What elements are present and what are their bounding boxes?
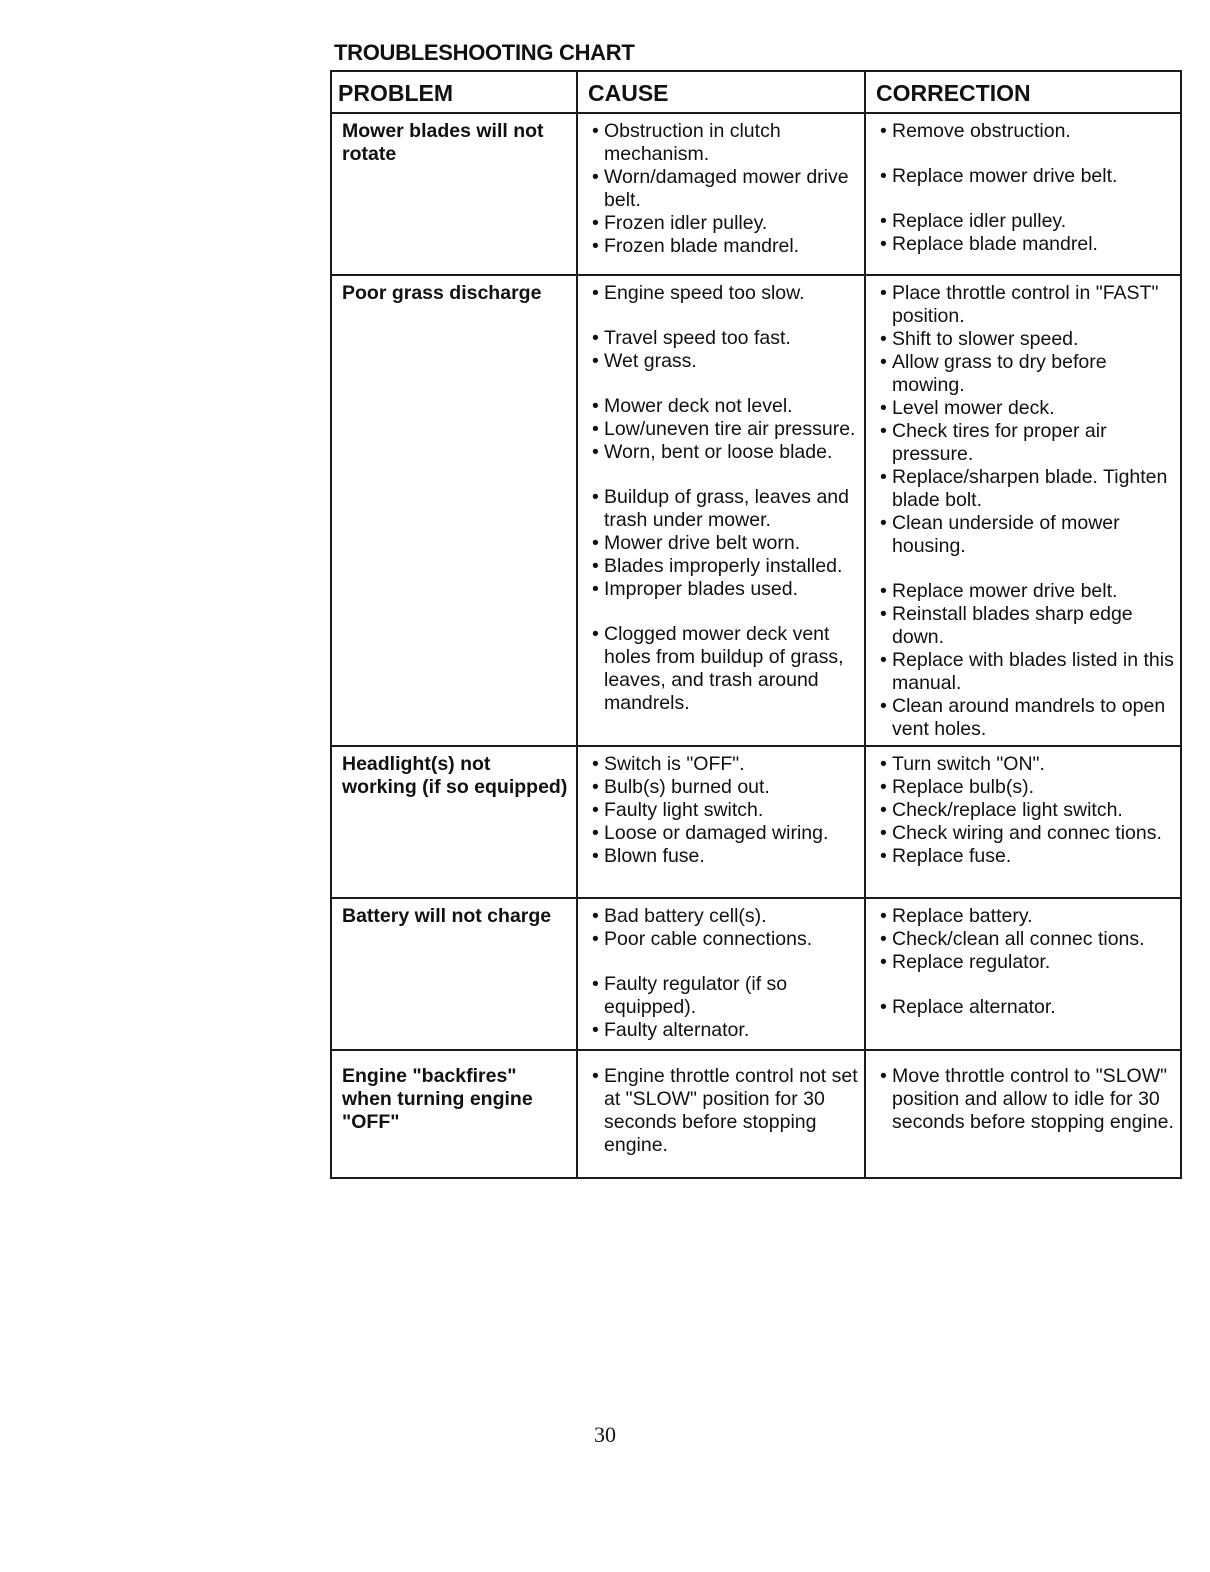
cause-item: • Bulb(s) burned out. bbox=[588, 776, 858, 799]
cause-item: • Worn, bent or loose blade. bbox=[588, 441, 858, 464]
cause-item: • Obstruction in clutch mechanism. bbox=[588, 120, 858, 166]
cause-item: • Blades improperly installed. bbox=[588, 555, 858, 578]
correction-item: • Replace alternator. bbox=[876, 996, 1174, 1019]
correction-item: • Check tires for proper air pressure. bbox=[876, 420, 1174, 466]
cause-item: • Engine throttle control not set at "SLOW" position for 30 seconds before stopping engine. bbox=[588, 1065, 858, 1157]
cause-cell bbox=[577, 275, 865, 746]
correction-item: • Check/replace light switch. bbox=[876, 799, 1174, 822]
troubleshooting-table bbox=[330, 70, 1182, 1179]
cause-item: • Mower deck not level. bbox=[588, 395, 858, 418]
cause-item: • Clogged mower deck vent holes from buildup of grass, leaves, and trash around mandrels. bbox=[588, 623, 858, 715]
correction-item: • Replace mower drive belt. bbox=[876, 165, 1174, 188]
correction-item: • Replace blade mandrel. bbox=[876, 233, 1174, 256]
cause-item: • Wet grass. bbox=[588, 350, 858, 373]
correction-item: • Clean underside of mower housing. bbox=[876, 512, 1174, 558]
table-row bbox=[331, 898, 1181, 1050]
correction-cell bbox=[865, 898, 1181, 1050]
table-row bbox=[331, 113, 1181, 275]
correction-cell bbox=[865, 275, 1181, 746]
cause-cell bbox=[577, 113, 865, 275]
cause-item: • Faulty light switch. bbox=[588, 799, 858, 822]
correction-item: • Replace/sharpen blade. Tighten blade bolt. bbox=[876, 466, 1174, 512]
cause-item: • Travel speed too fast. bbox=[588, 327, 858, 350]
table-row bbox=[331, 275, 1181, 746]
correction-item: • Shift to slower speed. bbox=[876, 328, 1174, 351]
cause-item: • Frozen blade mandrel. bbox=[588, 235, 858, 258]
cause-cell bbox=[577, 1050, 865, 1178]
chart-title: TROUBLESHOOTING CHART bbox=[334, 40, 635, 65]
cause-item: • Mower drive belt worn. bbox=[588, 532, 858, 555]
problem-cell: Battery will not charge bbox=[331, 898, 577, 1050]
cause-item: • Worn/damaged mower drive belt. bbox=[588, 166, 858, 212]
problem-cell: Headlight(s) not working (if so equipped) bbox=[331, 746, 577, 898]
cause-item: • Improper blades used. bbox=[588, 578, 858, 601]
problem-cell: Engine "backfires" when turning engine "OFF" bbox=[331, 1050, 577, 1178]
cause-item: • Faulty regulator (if so equipped). bbox=[588, 973, 858, 1019]
cause-item: • Bad battery cell(s). bbox=[588, 905, 858, 928]
correction-item: • Turn switch "ON". bbox=[876, 753, 1174, 776]
cause-item: • Blown fuse. bbox=[588, 845, 858, 868]
cause-cell bbox=[577, 898, 865, 1050]
header-correction: CORRECTION bbox=[865, 71, 1181, 113]
correction-item: • Reinstall blades sharp edge down. bbox=[876, 603, 1174, 649]
correction-item: • Replace battery. bbox=[876, 905, 1174, 928]
correction-item: • Replace with blades listed in this manual. bbox=[876, 649, 1174, 695]
correction-item: • Replace idler pulley. bbox=[876, 210, 1174, 233]
cause-cell bbox=[577, 746, 865, 898]
correction-item: • Level mower deck. bbox=[876, 397, 1174, 420]
cause-item: • Loose or damaged wiring. bbox=[588, 822, 858, 845]
correction-item: • Replace regulator. bbox=[876, 951, 1174, 974]
correction-item: • Replace bulb(s). bbox=[876, 776, 1174, 799]
cause-item: • Buildup of grass, leaves and trash under mower. bbox=[588, 486, 858, 532]
cause-item: • Engine speed too slow. bbox=[588, 282, 858, 305]
correction-item: • Allow grass to dry before mowing. bbox=[876, 351, 1174, 397]
problem-cell: Poor grass discharge bbox=[331, 275, 577, 746]
header-cause: CAUSE bbox=[577, 71, 865, 113]
cause-item: • Faulty alternator. bbox=[588, 1019, 858, 1042]
correction-item: • Check/clean all connec tions. bbox=[876, 928, 1174, 951]
cause-item: • Frozen idler pulley. bbox=[588, 212, 858, 235]
correction-item: • Check wiring and connec tions. bbox=[876, 822, 1174, 845]
correction-cell bbox=[865, 113, 1181, 275]
cause-item: • Low/uneven tire air pressure. bbox=[588, 418, 858, 441]
problem-cell: Mower blades will not rotate bbox=[331, 113, 577, 275]
correction-item: • Remove obstruction. bbox=[876, 120, 1174, 143]
table-row bbox=[331, 1050, 1181, 1178]
correction-item: • Move throttle control to "SLOW" position and allow to idle for 30 seconds before stopping engine. bbox=[876, 1065, 1174, 1134]
correction-cell bbox=[865, 1050, 1181, 1178]
table-header-row bbox=[331, 71, 1181, 113]
cause-item: • Poor cable connections. bbox=[588, 928, 858, 951]
page-number: 30 bbox=[594, 1422, 616, 1447]
header-problem: PROBLEM bbox=[331, 71, 577, 113]
correction-item: • Place throttle control in "FAST" position. bbox=[876, 282, 1174, 328]
table-row bbox=[331, 746, 1181, 898]
correction-item: • Replace fuse. bbox=[876, 845, 1174, 868]
cause-item: • Switch is "OFF". bbox=[588, 753, 858, 776]
correction-cell bbox=[865, 746, 1181, 898]
correction-item: • Clean around mandrels to open vent holes. bbox=[876, 695, 1174, 741]
correction-item: • Replace mower drive belt. bbox=[876, 580, 1174, 603]
